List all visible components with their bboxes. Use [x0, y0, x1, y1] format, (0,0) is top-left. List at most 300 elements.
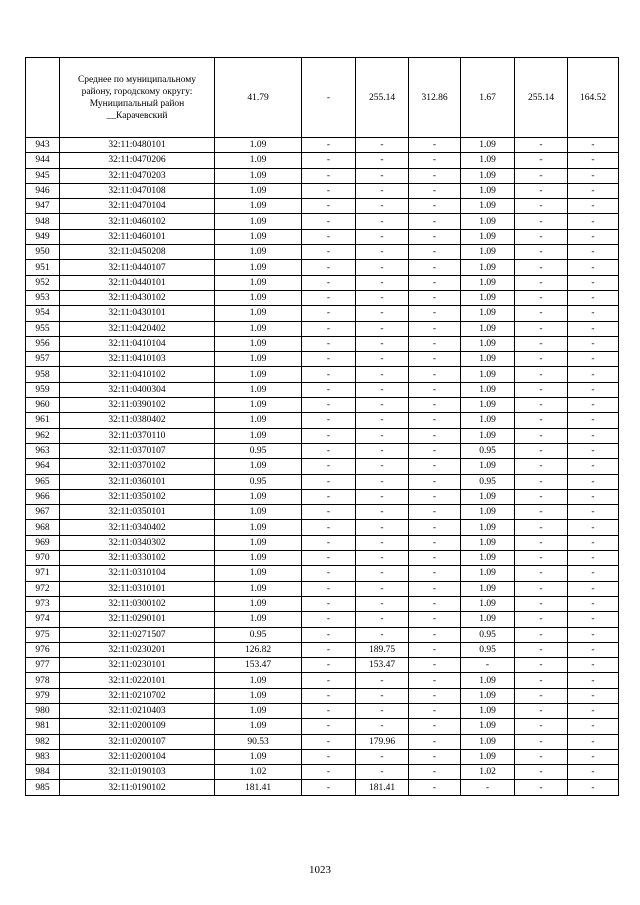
- value-cell: -: [515, 352, 568, 367]
- value-cell: -: [356, 183, 409, 198]
- value-cell: 1.09: [461, 260, 515, 275]
- value-cell: -: [568, 306, 619, 321]
- value-cell: -: [515, 260, 568, 275]
- value-cell: 1.09: [461, 214, 515, 229]
- table-row: [26, 306, 619, 321]
- table-row: [26, 642, 619, 657]
- value-cell: -: [515, 520, 568, 535]
- value-cell: -: [302, 551, 356, 566]
- value-cell: -: [356, 245, 409, 260]
- value-cell: 1.09: [215, 168, 302, 183]
- value-cell: -: [515, 612, 568, 627]
- value-cell: -: [568, 719, 619, 734]
- value-cell: 1.09: [215, 596, 302, 611]
- value-cell: -: [302, 535, 356, 550]
- value-cell: 1.09: [215, 229, 302, 244]
- value-cell: -: [356, 505, 409, 520]
- value-cell: -: [356, 673, 409, 688]
- value-cell: -: [568, 413, 619, 428]
- value-cell: -: [356, 367, 409, 382]
- value-cell: 1.09: [215, 214, 302, 229]
- value-cell: 179.96: [356, 734, 409, 749]
- row-number-cell: 965: [26, 474, 60, 489]
- cadastral-number-cell: 32:11:0420402: [60, 321, 215, 336]
- value-cell: -: [568, 489, 619, 504]
- row-number-cell: 943: [26, 138, 60, 153]
- value-cell: -: [409, 627, 461, 642]
- value-cell: 153.47: [215, 658, 302, 673]
- value-cell: -: [302, 749, 356, 764]
- value-cell: -: [302, 443, 356, 458]
- cadastral-number-cell: 32:11:0350102: [60, 489, 215, 504]
- cadastral-number-cell: 32:11:0460101: [60, 229, 215, 244]
- cadastral-number-cell: 32:11:0300102: [60, 596, 215, 611]
- value-cell: -: [356, 321, 409, 336]
- cadastral-number-cell: 32:11:0470203: [60, 168, 215, 183]
- cadastral-number-cell: 32:11:0410102: [60, 367, 215, 382]
- cadastral-number-cell: 32:11:0410103: [60, 352, 215, 367]
- value-cell: 1.09: [461, 413, 515, 428]
- row-number-cell: 956: [26, 336, 60, 351]
- row-number-cell: 967: [26, 505, 60, 520]
- value-cell: -: [568, 535, 619, 550]
- cadastral-number-cell: 32:11:0370107: [60, 443, 215, 458]
- value-cell: 90.53: [215, 734, 302, 749]
- table-row: [26, 596, 619, 611]
- value-cell: 1.09: [215, 153, 302, 168]
- value-cell: 1.09: [461, 199, 515, 214]
- table-row: [26, 382, 619, 397]
- value-cell: 1.09: [461, 382, 515, 397]
- value-cell: -: [409, 428, 461, 443]
- value-cell: 1.09: [461, 367, 515, 382]
- value-cell: -: [409, 596, 461, 611]
- value-cell: -: [356, 489, 409, 504]
- value-cell: -: [515, 306, 568, 321]
- value-cell: -: [302, 214, 356, 229]
- value-cell: 1.09: [461, 352, 515, 367]
- value-cell: -: [568, 581, 619, 596]
- value-cell: 1.09: [461, 688, 515, 703]
- value-cell: -: [568, 275, 619, 290]
- value-cell: 0.95: [461, 474, 515, 489]
- value-cell: 1.09: [215, 551, 302, 566]
- value-cell: -: [302, 382, 356, 397]
- value-cell: -: [409, 183, 461, 198]
- value-cell: -: [409, 734, 461, 749]
- value-cell: -: [302, 199, 356, 214]
- value-cell: -: [356, 413, 409, 428]
- value-cell: 1.09: [461, 489, 515, 504]
- value-cell: 1.09: [461, 596, 515, 611]
- row-number-cell: 982: [26, 734, 60, 749]
- value-cell: -: [409, 535, 461, 550]
- value-cell: -: [302, 138, 356, 153]
- value-cell: -: [409, 275, 461, 290]
- table-row: [26, 734, 619, 749]
- value-cell: -: [409, 138, 461, 153]
- table-row: [26, 168, 619, 183]
- value-cell: 1.09: [461, 581, 515, 596]
- cadastral-number-cell: 32:11:0190102: [60, 780, 215, 795]
- cadastral-number-cell: 32:11:0440101: [60, 275, 215, 290]
- table-row: [26, 535, 619, 550]
- value-cell: -: [302, 413, 356, 428]
- table-row: [26, 428, 619, 443]
- value-cell: -: [568, 321, 619, 336]
- value-cell: -: [515, 443, 568, 458]
- value-cell: -: [409, 520, 461, 535]
- value-cell: -: [356, 443, 409, 458]
- cadastral-number-cell: 32:11:0230101: [60, 658, 215, 673]
- row-number-cell: 960: [26, 398, 60, 413]
- cadastral-number-cell: 32:11:0271507: [60, 627, 215, 642]
- value-cell: -: [409, 505, 461, 520]
- value-cell: 1.09: [461, 703, 515, 718]
- value-cell: -: [356, 260, 409, 275]
- cadastral-number-cell: 32:11:0310101: [60, 581, 215, 596]
- row-number-cell: 953: [26, 290, 60, 305]
- value-cell: 0.95: [215, 627, 302, 642]
- row-number-cell: 981: [26, 719, 60, 734]
- table-row: [26, 489, 619, 504]
- value-cell: -: [302, 168, 356, 183]
- row-number-cell: 975: [26, 627, 60, 642]
- row-number-cell: 976: [26, 642, 60, 657]
- value-cell: -: [409, 673, 461, 688]
- table-row: [26, 673, 619, 688]
- value-cell: -: [568, 352, 619, 367]
- value-cell: -: [568, 749, 619, 764]
- value-cell: -: [302, 658, 356, 673]
- row-number-cell: 984: [26, 765, 60, 780]
- value-cell: -: [356, 596, 409, 611]
- value-cell: -: [515, 642, 568, 657]
- value-cell: 1.09: [215, 413, 302, 428]
- value-cell: -: [515, 275, 568, 290]
- table-row: [26, 214, 619, 229]
- table-row: [26, 290, 619, 305]
- value-cell: -: [356, 459, 409, 474]
- value-cell: -: [409, 382, 461, 397]
- value-cell: 1.09: [461, 138, 515, 153]
- value-cell: 1.09: [215, 428, 302, 443]
- cadastral-number-cell: 32:11:0470104: [60, 199, 215, 214]
- value-cell: -: [409, 612, 461, 627]
- summary-description: Среднее по муниципальному району, городскому округу: Муниципальный район __Карачевский: [60, 58, 215, 138]
- value-cell: -: [568, 673, 619, 688]
- value-cell: -: [568, 642, 619, 657]
- value-cell: -: [356, 474, 409, 489]
- table-row: [26, 520, 619, 535]
- value-cell: 0.95: [461, 642, 515, 657]
- row-number-cell: 973: [26, 596, 60, 611]
- value-cell: -: [568, 443, 619, 458]
- value-cell: -: [515, 581, 568, 596]
- table-row: [26, 474, 619, 489]
- value-cell: -: [515, 688, 568, 703]
- value-cell: -: [409, 658, 461, 673]
- value-cell: -: [409, 398, 461, 413]
- value-cell: -: [356, 566, 409, 581]
- value-cell: -: [515, 734, 568, 749]
- value-cell: -: [409, 321, 461, 336]
- value-cell: -: [568, 153, 619, 168]
- value-cell: 1.09: [215, 367, 302, 382]
- value-cell: -: [515, 459, 568, 474]
- data-table: [25, 57, 619, 796]
- value-cell: -: [356, 138, 409, 153]
- table-row: [26, 703, 619, 718]
- row-number-cell: 952: [26, 275, 60, 290]
- value-cell: -: [302, 183, 356, 198]
- value-cell: -: [302, 153, 356, 168]
- value-cell: -: [302, 642, 356, 657]
- value-cell: -: [302, 367, 356, 382]
- row-number-cell: 979: [26, 688, 60, 703]
- value-cell: -: [515, 566, 568, 581]
- row-number-cell: 968: [26, 520, 60, 535]
- value-cell: -: [302, 352, 356, 367]
- value-cell: -: [356, 520, 409, 535]
- value-cell: 1.09: [461, 673, 515, 688]
- value-cell: -: [356, 688, 409, 703]
- value-cell: 1.09: [461, 505, 515, 520]
- table-row: [26, 336, 619, 351]
- table-row: [26, 229, 619, 244]
- cadastral-number-cell: 32:11:0430101: [60, 306, 215, 321]
- cadastral-number-cell: 32:11:0290101: [60, 612, 215, 627]
- table-row: [26, 275, 619, 290]
- value-cell: -: [568, 474, 619, 489]
- value-cell: 1.09: [461, 551, 515, 566]
- value-cell: -: [356, 765, 409, 780]
- value-cell: -: [515, 719, 568, 734]
- cadastral-number-cell: 32:11:0340402: [60, 520, 215, 535]
- value-cell: -: [409, 260, 461, 275]
- value-cell: -: [568, 382, 619, 397]
- value-cell: 189.75: [356, 642, 409, 657]
- value-cell: -: [568, 520, 619, 535]
- row-number-cell: 950: [26, 245, 60, 260]
- row-number-cell: 947: [26, 199, 60, 214]
- value-cell: 1.09: [461, 398, 515, 413]
- cadastral-number-cell: 32:11:0350101: [60, 505, 215, 520]
- cadastral-number-cell: 32:11:0370110: [60, 428, 215, 443]
- value-cell: 1.09: [215, 612, 302, 627]
- value-cell: -: [409, 581, 461, 596]
- table-row: [26, 719, 619, 734]
- value-cell: -: [409, 367, 461, 382]
- value-cell: 1.02: [461, 765, 515, 780]
- table-row: [26, 153, 619, 168]
- value-cell: 1.09: [461, 290, 515, 305]
- value-cell: 1.09: [461, 153, 515, 168]
- value-cell: 1.09: [215, 290, 302, 305]
- cadastral-number-cell: 32:11:0450208: [60, 245, 215, 260]
- summary-value: 255.14: [515, 58, 568, 138]
- value-cell: 1.09: [461, 520, 515, 535]
- summary-value: 255.14: [356, 58, 409, 138]
- value-cell: -: [302, 612, 356, 627]
- value-cell: 0.95: [461, 443, 515, 458]
- value-cell: 181.41: [356, 780, 409, 795]
- value-cell: 1.09: [215, 688, 302, 703]
- value-cell: -: [302, 566, 356, 581]
- row-number-cell: 944: [26, 153, 60, 168]
- value-cell: -: [356, 336, 409, 351]
- value-cell: -: [515, 229, 568, 244]
- value-cell: -: [409, 153, 461, 168]
- value-cell: 1.09: [215, 673, 302, 688]
- table-row: [26, 765, 619, 780]
- value-cell: -: [461, 658, 515, 673]
- value-cell: -: [409, 780, 461, 795]
- table-row: [26, 749, 619, 764]
- value-cell: -: [568, 765, 619, 780]
- value-cell: -: [409, 703, 461, 718]
- row-number-cell: 985: [26, 780, 60, 795]
- value-cell: 0.95: [215, 474, 302, 489]
- row-number-cell: 955: [26, 321, 60, 336]
- value-cell: -: [568, 566, 619, 581]
- value-cell: -: [568, 199, 619, 214]
- cadastral-number-cell: 32:11:0470206: [60, 153, 215, 168]
- value-cell: 0.95: [215, 443, 302, 458]
- row-number-cell: 978: [26, 673, 60, 688]
- value-cell: 1.09: [215, 382, 302, 397]
- value-cell: -: [515, 138, 568, 153]
- value-cell: -: [568, 703, 619, 718]
- row-number-cell: 969: [26, 535, 60, 550]
- table-row: [26, 321, 619, 336]
- summary-num-cell: [26, 58, 60, 138]
- cadastral-number-cell: 32:11:0340302: [60, 535, 215, 550]
- value-cell: 1.09: [215, 581, 302, 596]
- value-cell: -: [515, 749, 568, 764]
- value-cell: -: [515, 551, 568, 566]
- value-cell: -: [302, 321, 356, 336]
- value-cell: -: [409, 413, 461, 428]
- value-cell: -: [568, 214, 619, 229]
- value-cell: 1.09: [215, 275, 302, 290]
- row-number-cell: 961: [26, 413, 60, 428]
- value-cell: -: [409, 459, 461, 474]
- value-cell: -: [568, 658, 619, 673]
- value-cell: -: [302, 596, 356, 611]
- value-cell: 1.09: [215, 321, 302, 336]
- value-cell: 1.09: [461, 245, 515, 260]
- value-cell: -: [356, 535, 409, 550]
- value-cell: 1.09: [215, 749, 302, 764]
- summary-value: 41.79: [215, 58, 302, 138]
- value-cell: -: [302, 765, 356, 780]
- value-cell: -: [568, 168, 619, 183]
- value-cell: -: [515, 398, 568, 413]
- value-cell: -: [515, 535, 568, 550]
- value-cell: -: [568, 627, 619, 642]
- value-cell: -: [409, 199, 461, 214]
- value-cell: -: [302, 734, 356, 749]
- cadastral-number-cell: 32:11:0370102: [60, 459, 215, 474]
- value-cell: -: [515, 489, 568, 504]
- value-cell: -: [409, 551, 461, 566]
- cadastral-number-cell: 32:11:0430102: [60, 290, 215, 305]
- value-cell: -: [409, 245, 461, 260]
- value-cell: 1.09: [215, 245, 302, 260]
- value-cell: -: [302, 719, 356, 734]
- cadastral-number-cell: 32:11:0400304: [60, 382, 215, 397]
- table-row: [26, 612, 619, 627]
- value-cell: -: [515, 199, 568, 214]
- cadastral-number-cell: 32:11:0190103: [60, 765, 215, 780]
- value-cell: -: [568, 245, 619, 260]
- value-cell: -: [515, 153, 568, 168]
- value-cell: -: [356, 352, 409, 367]
- value-cell: 1.09: [461, 612, 515, 627]
- value-cell: -: [302, 290, 356, 305]
- table-row: [26, 352, 619, 367]
- row-number-cell: 957: [26, 352, 60, 367]
- value-cell: -: [515, 505, 568, 520]
- row-number-cell: 964: [26, 459, 60, 474]
- value-cell: 1.09: [461, 168, 515, 183]
- value-cell: -: [461, 780, 515, 795]
- value-cell: -: [409, 642, 461, 657]
- value-cell: -: [515, 382, 568, 397]
- value-cell: 1.09: [215, 183, 302, 198]
- value-cell: -: [568, 780, 619, 795]
- row-number-cell: 958: [26, 367, 60, 382]
- value-cell: -: [356, 290, 409, 305]
- value-cell: -: [409, 474, 461, 489]
- value-cell: 1.09: [461, 566, 515, 581]
- cadastral-number-cell: 32:11:0470108: [60, 183, 215, 198]
- value-cell: 1.09: [461, 275, 515, 290]
- value-cell: 1.09: [215, 260, 302, 275]
- cadastral-number-cell: 32:11:0230201: [60, 642, 215, 657]
- value-cell: 1.09: [215, 398, 302, 413]
- table-row: [26, 581, 619, 596]
- value-cell: -: [356, 627, 409, 642]
- table-row: [26, 183, 619, 198]
- table-row: [26, 627, 619, 642]
- table-row: [26, 260, 619, 275]
- value-cell: -: [515, 658, 568, 673]
- value-cell: -: [302, 489, 356, 504]
- cadastral-number-cell: 32:11:0330102: [60, 551, 215, 566]
- cadastral-number-cell: 32:11:0410104: [60, 336, 215, 351]
- value-cell: -: [356, 612, 409, 627]
- value-cell: -: [568, 229, 619, 244]
- value-cell: -: [356, 749, 409, 764]
- value-cell: -: [409, 168, 461, 183]
- cadastral-number-cell: 32:11:0210702: [60, 688, 215, 703]
- value-cell: 153.47: [356, 658, 409, 673]
- value-cell: -: [356, 719, 409, 734]
- value-cell: -: [568, 428, 619, 443]
- cadastral-number-cell: 32:11:0440107: [60, 260, 215, 275]
- value-cell: -: [302, 688, 356, 703]
- table-row: [26, 551, 619, 566]
- value-cell: -: [515, 413, 568, 428]
- value-cell: -: [409, 765, 461, 780]
- value-cell: 1.09: [215, 138, 302, 153]
- table-row: [26, 505, 619, 520]
- value-cell: -: [409, 336, 461, 351]
- row-number-cell: 945: [26, 168, 60, 183]
- summary-row: [26, 58, 619, 138]
